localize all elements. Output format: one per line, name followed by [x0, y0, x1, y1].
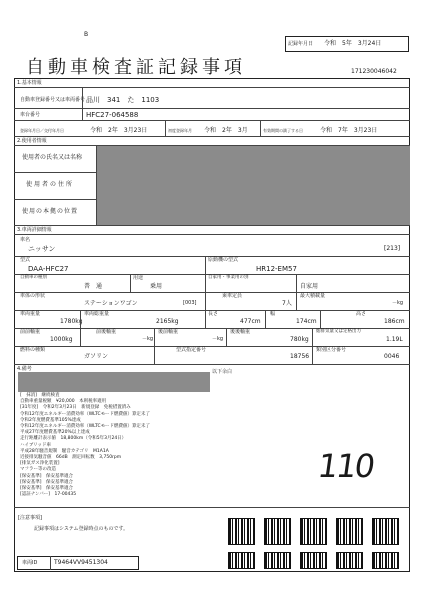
plate-label: 自動車登録番号又は車両番号: [20, 97, 86, 103]
remark-line: [排気ガス浄化装置]: [20, 461, 60, 467]
width-label: 幅: [270, 311, 276, 317]
remarks-redaction: [18, 372, 210, 392]
rear-rear-axle-value: 780kg: [290, 336, 309, 343]
height-label: 高さ: [356, 311, 367, 317]
displacement-label: 総排気量又は定格出力: [316, 329, 361, 334]
remark-line: 令和2年度燃費基準105%達成: [20, 417, 81, 423]
base-location-label: 使用の本拠の位置: [22, 208, 79, 215]
fuel-label: 燃料の種類: [20, 347, 46, 353]
engine-value: HR12-EM57: [256, 265, 297, 273]
use-value: 乗用: [150, 283, 163, 290]
qr-code-8: [300, 552, 327, 569]
length-value: 477cm: [240, 318, 261, 325]
remark-line: 自動車重量税額 ¥20,000 本則税率適用: [20, 399, 107, 405]
engine-label: 原動機の型式: [208, 257, 239, 263]
user-info-redaction: [97, 146, 410, 225]
qr-code-4: [336, 518, 363, 545]
maker-label: 車名: [20, 237, 31, 243]
continue-text: 以下余白: [212, 369, 233, 375]
notice-heading: [注意事項]: [18, 515, 42, 521]
body-shape-label: 車体の形状: [20, 293, 46, 299]
gross-weight-value: 2165kg: [156, 318, 179, 325]
remark-line: ハイブリッド車: [20, 442, 52, 448]
vehicle-kind-value: 普 通: [84, 283, 103, 290]
private-business-label: 自家用・事業用の別: [208, 275, 249, 280]
private-business-value: 自家用: [300, 283, 319, 290]
vehicle-id-value: T9464VV9451304: [54, 559, 108, 566]
vin-label: 車台番号: [20, 112, 41, 118]
expiry-label: 有効期間の満了する日: [263, 128, 303, 133]
remark-line: [保安基準] 保安基準適合: [20, 486, 74, 492]
qr-code-2: [264, 518, 291, 545]
displacement-value: 1.19L: [386, 336, 403, 343]
max-load-label: 最大積載量: [300, 293, 326, 299]
section1-heading: 1.基本情報: [17, 80, 42, 86]
category-number-label: 類別区分番号: [316, 347, 347, 353]
remark-line: 走行距離計表示値 18,800km（令和5年3月24日）: [20, 436, 127, 442]
front-rear-axle-label: 前後軸重: [96, 329, 117, 335]
remark-line: 平成28年騒音規制 騒音カテゴリ M1A1A: [20, 448, 109, 454]
maker-value: ニッサン: [28, 245, 56, 253]
plate-value: 品川 341 た 1103: [86, 96, 160, 104]
category-number-value: 0046: [384, 353, 400, 360]
vehicle-kind-label: 自動車の種別: [20, 275, 47, 280]
vehicle-weight-label: 車両重量: [20, 311, 41, 317]
length-label: 長さ: [208, 311, 219, 317]
width-value: 174cm: [296, 318, 317, 325]
vehicle-id-label: 車両ID: [22, 560, 38, 566]
capacity-label: 乗車定員: [222, 293, 243, 299]
use-label: 用途: [133, 275, 144, 281]
first-registration-value: 令和 2年 3月: [204, 127, 248, 134]
remark-line: [ 抹消] 継続検査: [20, 393, 60, 398]
rear-front-axle-label: 後前軸重: [158, 329, 179, 335]
section2-heading: 2.使用者情報: [17, 138, 47, 144]
maker-code: [213]: [384, 245, 401, 252]
qr-code-1: [228, 518, 255, 545]
expiry-value: 令和 7年 3月23日: [320, 127, 378, 134]
remark-line: [31年度] 令和2年3月23日 新規登録 免税措置済み: [20, 405, 131, 411]
vehicle-weight-value: 1780kg: [60, 318, 83, 325]
rear-rear-axle-label: 後後軸重: [230, 329, 251, 335]
capacity-value: 7人: [282, 300, 292, 307]
notice-text: 記録事項はシステム登録時点のものです。: [34, 526, 129, 532]
type-designation-label: 型式指定番号: [176, 347, 207, 353]
remark-line: [保安基準] 保安基準適合: [20, 473, 74, 479]
rear-front-axle-value: －kg: [212, 336, 224, 342]
remark-line: 平成27年度燃費基準20%以上達成: [20, 430, 90, 436]
section4-heading: 4.備考: [17, 366, 32, 372]
remark-line: 令和12年度エネルギー消費効率（WLTCモード燃費値）算定未了: [20, 411, 151, 417]
body-shape-code: [003]: [183, 300, 197, 306]
remark-line: 令和12年度エネルギー消費効率（WLTCモード燃費値）算定未了: [20, 424, 151, 430]
remarks-list: [20, 393, 230, 498]
body-shape-value: ステーションワゴン: [84, 300, 138, 307]
vin-value: HFC27-064588: [86, 111, 139, 119]
remark-line: [認証ナンバー] 17-00435: [20, 492, 77, 498]
qr-code-3: [300, 518, 327, 545]
model-label: 型式: [20, 257, 31, 263]
qr-code-5: [372, 518, 399, 545]
height-value: 186cm: [384, 318, 405, 325]
type-designation-value: 18756: [290, 353, 310, 360]
first-registration-label: 初度登録年月: [168, 128, 192, 133]
remark-line: 近接排気騒音値 66dB 測定回転数 3,750rpm: [20, 455, 122, 461]
remark-line: [保安基準] 保安基準適合: [20, 479, 74, 485]
front-front-axle-value: 1000kg: [50, 336, 73, 343]
user-name-label: 使用者の氏名又は名称: [22, 154, 83, 161]
section3-heading: 3.車両詳細情報: [17, 227, 52, 233]
remark-line: マフラー等の改造: [20, 467, 56, 473]
document-title: 自動車検査証記録事項: [26, 57, 246, 78]
fuel-value: ガソリン: [84, 353, 109, 360]
gross-weight-label: 車両総重量: [84, 311, 110, 317]
registration-date-label: 登録年月日／交付年月日: [20, 128, 64, 133]
qr-code-10: [372, 552, 399, 569]
doc-number: 171230046042: [351, 68, 397, 75]
series-mark: B: [84, 31, 89, 38]
max-load-value: －kg: [392, 300, 404, 306]
record-date-value: 令和 5年 3月24日: [324, 40, 382, 47]
front-front-axle-label: 前前軸重: [20, 329, 41, 335]
handwritten-number: 110: [315, 447, 376, 485]
user-address-label: 使用者の住所: [26, 181, 75, 188]
qr-code-6: [228, 552, 255, 569]
record-date-label: 記録年月日: [288, 41, 314, 47]
qr-code-7: [264, 552, 291, 569]
front-rear-axle-value: －kg: [142, 336, 154, 342]
qr-code-9: [336, 552, 363, 569]
model-value: DAA-HFC27: [28, 265, 69, 273]
registration-date-value: 令和 2年 3月23日: [90, 127, 148, 134]
